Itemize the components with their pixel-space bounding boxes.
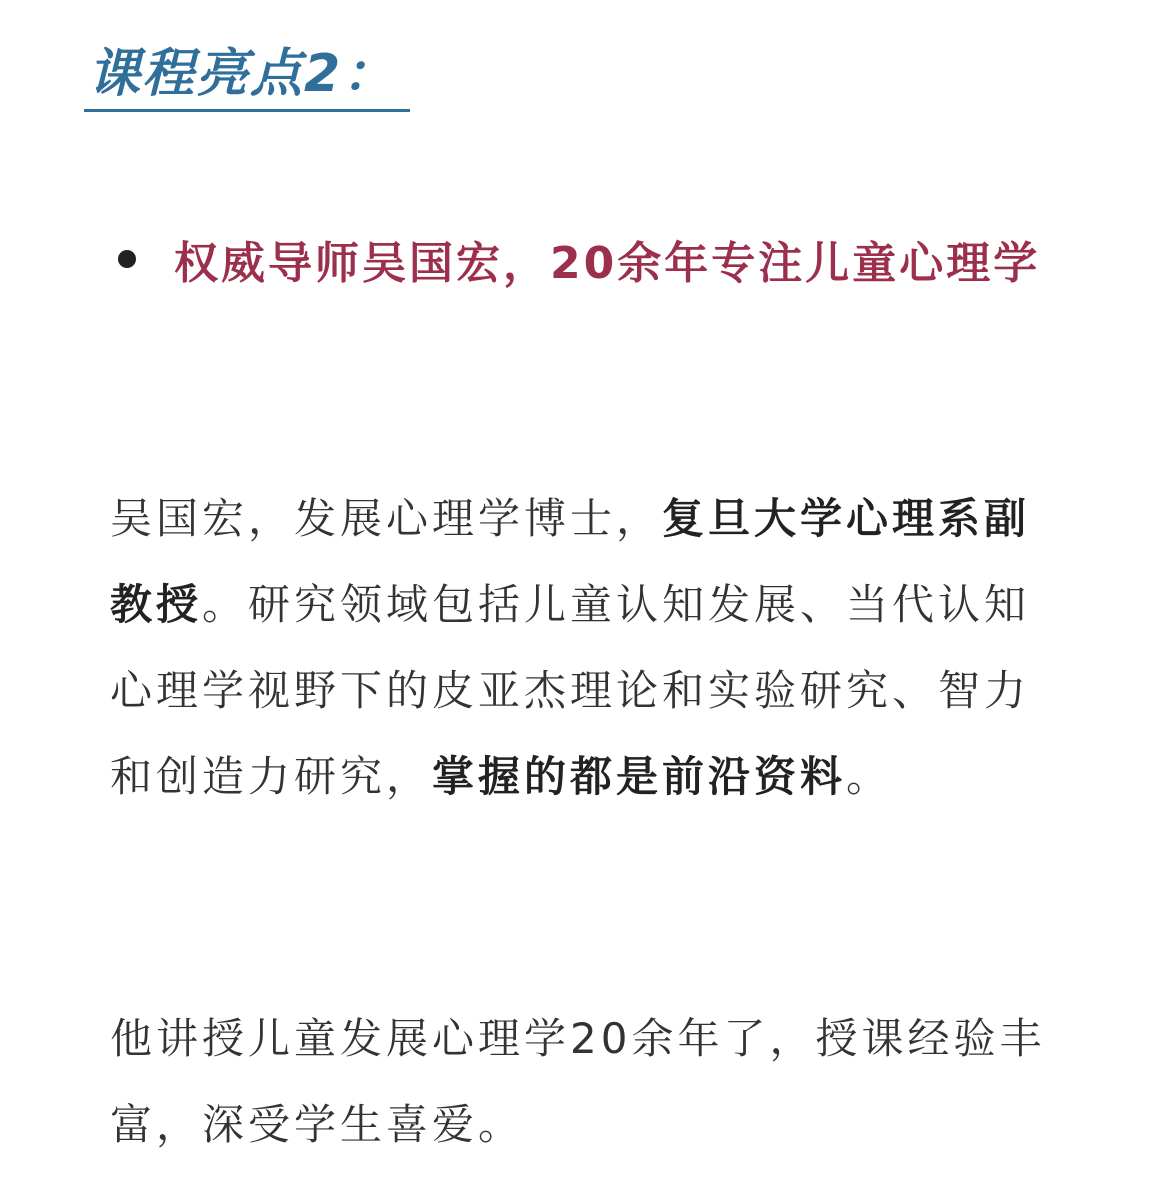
teaching-experience-paragraph: 他讲授儿童发展心理学20余年了，授课经验丰富，深受学生喜爱。 [110, 1014, 1046, 1149]
bio-frontier-emphasis: 掌握的都是前沿资料 [432, 752, 847, 801]
bio-research-text: 。研究领域包括儿童认知发展、当代认知心理学视野下的皮亚杰理论和实验研究、智力和创造力研究， [110, 580, 1031, 801]
bio-intro-text: 吴国宏，发展心理学博士， [110, 494, 663, 543]
section-heading [84, 36, 410, 112]
bio-position-emphasis: 复旦大学心理系副教授 [110, 494, 1031, 629]
instructor-bio-paragraph [110, 476, 1050, 820]
section-heading-text: 课程亮点2： [88, 44, 397, 104]
bio-end-punctuation: 。 [846, 752, 893, 801]
bullet-dot-icon [118, 250, 136, 268]
highlight-bullet-text: 权威导师吴国宏，20余年专注儿童心理学 [174, 238, 1041, 289]
